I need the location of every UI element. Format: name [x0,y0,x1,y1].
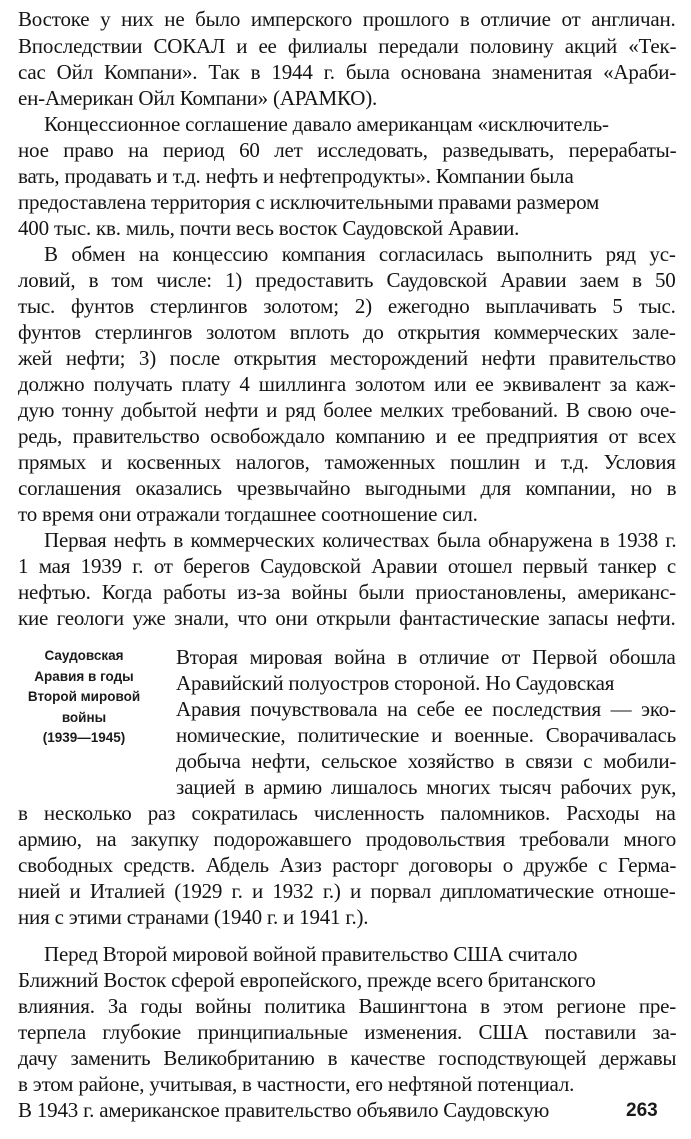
text-line: Востоке у них не было имперского прошлого в отличие от англичан. [18,7,676,31]
text-line: то время они отражали тогдашнее соотношение сил. [18,502,478,526]
text-line: Первая нефть в коммерческих количествах была обнаружена в 1938 г. [44,528,677,552]
text-line: номические, политические и военные. Сворачивалась [176,723,677,747]
text-line: предоставлена территория с исключительными правами размером [18,190,600,214]
text-line: дачу заменить Великобританию в качестве господствующей державы [18,1046,677,1070]
text-line: нефтью. Когда работы из-за войны были приостановлены, американс- [18,580,676,604]
text-line: редь, правительство освобождало компанию и ее предприятия от всех [18,424,677,448]
text-line: сас Ойл Компани». Так в 1944 г. была основана знаменитая «Араби- [18,60,677,84]
page-number: 263 [626,1100,658,1121]
side-title-line: Второй мировой [27,689,141,704]
text-line: 1 мая 1939 г. от берегов Саудовской Аравии отошел первый танкер с [18,554,677,578]
text-line: терпела глубокие принципиальные изменения. США поставили за- [18,1020,677,1044]
side-title-line: Саудовская [44,648,124,663]
text-line: в несколько раз сократилась численность паломников. Расходы на [18,801,676,825]
text-line: 400 тыс. кв. миль, почти весь восток Саудовской Аравии. [18,216,520,240]
side-title-line: (1939—1945) [42,730,126,745]
text-line: армию, на закупку подорожавшего продовольствия требовали много [18,827,677,851]
text-line: в этом районе, учитывая, в частности, его нефтяной потенциал. [18,1072,575,1096]
text-line: жей нефти; 3) после открытия месторождений нефти правительство [18,346,676,370]
text-line: добыча нефти, сельское хозяйство в связи с мобили- [176,749,677,773]
text-line: соглашения оказались чрезвычайно выгодными для компании, но в [18,476,677,500]
section-side-title [16,646,152,749]
side-title-line: Аравия в годы [34,668,134,684]
text-line: Ближний Восток сферой европейского, прежде всего британского [18,968,596,992]
text-line: зацией в армию лишалось многих тысяч рабочих рук, [176,775,677,799]
text-line: кие геологи уже знали, что они открыли фантастические запасы нефти. [18,606,676,630]
text-line: Перед Второй мировой войной правительство США считало [44,942,578,966]
text-line: вать, продавать и т.д. нефть и нефтепродукты». Компании была [18,164,574,188]
text-line: нией и Италией (1929 г. и 1932 г.) и порвал дипломатические отноше- [18,879,676,903]
text-line: дую тонну добытой нефти и ряд более мелких требований. В свою оче- [18,398,676,422]
text-line: влияния. За годы войны политика Вашингтона в этом регионе пре- [18,994,677,1018]
text-line: Впоследствии СОКАЛ и ее филиалы передали половину акций «Тек- [18,34,677,58]
text-line: В 1943 г. американское правительство объявило Саудовскую [18,1098,550,1122]
text-line: тыс. фунтов стерлингов золотом; 2) ежегодно выплачивать 5 тыс. [18,294,676,318]
side-title-line: войны [61,709,107,725]
text-line: свободных средств. Абдель Азиз расторг договоры о дружбе с Герма- [18,853,677,877]
text-line: ловий, в том числе: 1) предоставить Саудовской Аравии заем в 50 [18,268,676,292]
text-line: Аравийский полуостров стороной. Но Саудовская [176,671,615,695]
text-line: должно получать плату 4 шиллинга золотом или ее эквивалент за каж- [18,372,676,396]
text-line: прямых и косвенных налогов, таможенных пошлин и т.д. Условия [18,450,676,474]
text-line: ния с этими странами (1940 г. и 1941 г.). [18,905,369,929]
text-line: Концессионное соглашение давало американцам «исключитель- [44,112,609,136]
text-line: В обмен на концессию компания согласилась выполнить ряд ус- [44,242,676,266]
text-line: Аравия почувствовала на себе ее последствия — эко- [176,697,676,721]
text-line: ное право на период 60 лет исследовать, разведывать, перерабаты- [18,138,677,162]
text-line: фунтов стерлингов золотом вплоть до открытия коммерческих зале- [18,320,676,344]
text-line: ен-Американ Ойл Компани» (АРАМКО). [18,86,378,110]
text-line: Вторая мировая война в отличие от Первой обошла [176,645,676,669]
